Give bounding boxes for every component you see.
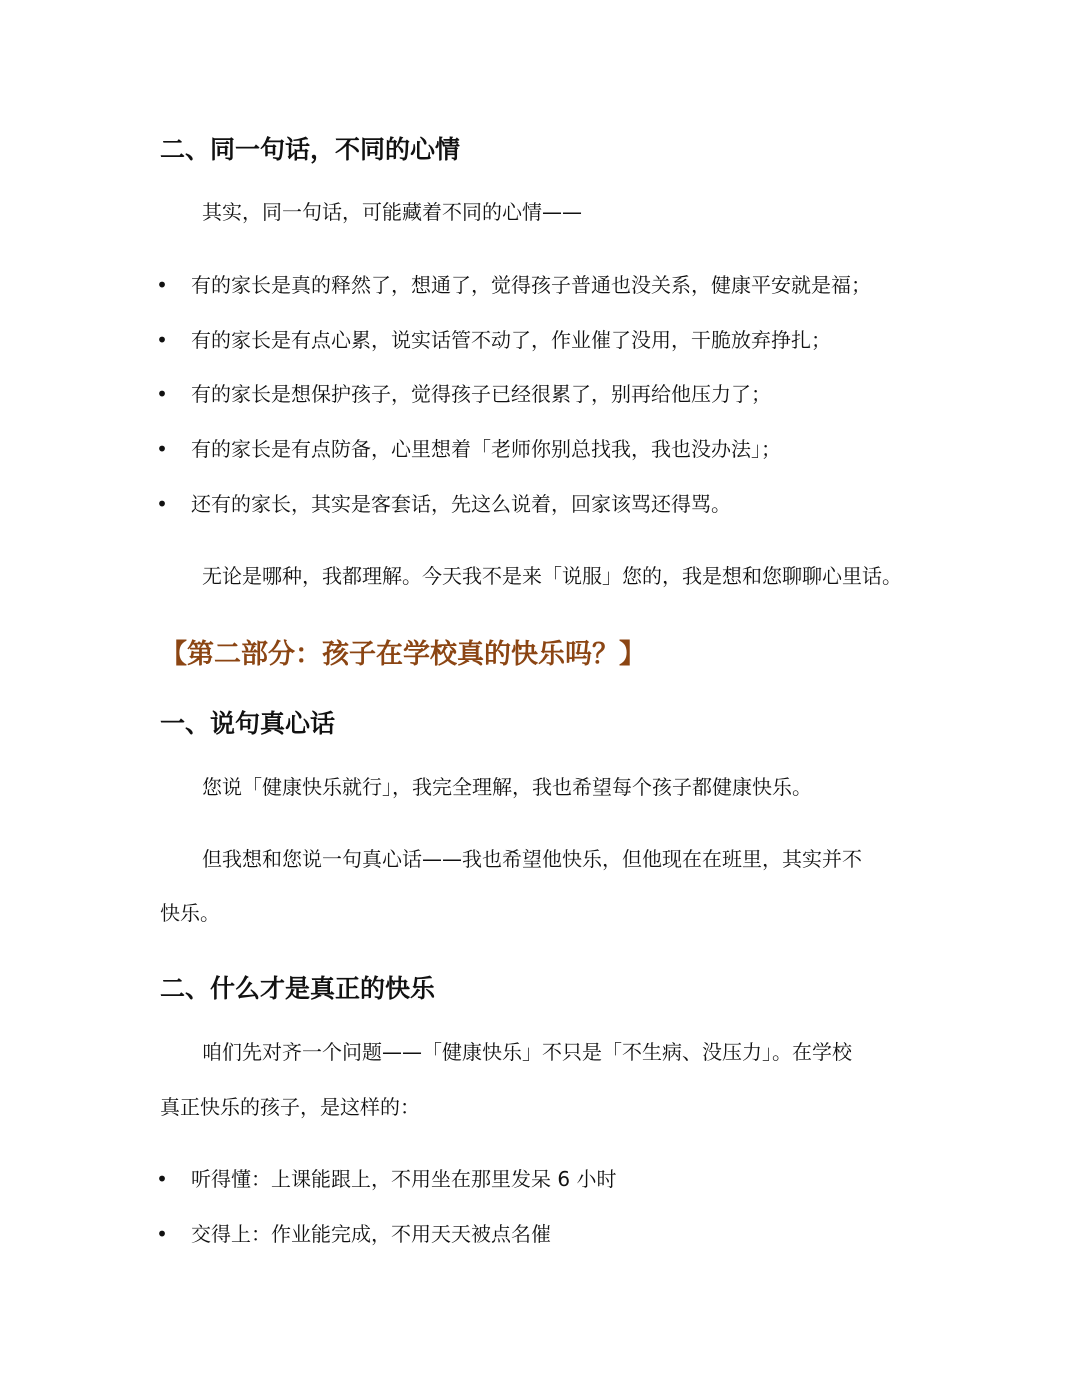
list-item-text: 交得上：作业能完成，不用天天被点名催 xyxy=(191,1222,551,1246)
section-heading-real-happiness: 二、什么才是真正的快乐 xyxy=(160,974,436,1003)
list-item xyxy=(155,434,945,464)
paragraph-line: 其实，同一句话，可能藏着不同的心情—— xyxy=(202,200,582,224)
bullet-icon: • xyxy=(156,1222,168,1246)
list-item-text: 有的家长是想保护孩子，觉得孩子已经很累了，别再给他压力了； xyxy=(191,382,771,406)
paragraph-line: 您说「健康快乐就行」，我完全理解，我也希望每个孩子都健康快乐。 xyxy=(202,775,812,799)
list-item-text: 有的家长是有点防备，心里想着「老师你别总找我，我也没办法」； xyxy=(191,437,781,461)
section-heading-true-words: 一、说句真心话 xyxy=(160,709,336,738)
list-item xyxy=(155,489,945,519)
paragraph-line: 但我想和您说一句真心话——我也希望他快乐，但他现在在班里，其实并不 xyxy=(202,847,862,871)
list-item-text: 有的家长是有点心累，说实话管不动了，作业催了没用，干脆放弃挣扎； xyxy=(191,328,831,352)
list-item-text: 听得懂：上课能跟上，不用坐在那里发呆 6 小时 xyxy=(191,1167,617,1191)
list-item-text: 还有的家长，其实是客套话，先这么说着，回家该骂还得骂。 xyxy=(191,492,731,516)
part-title: 【第二部分：孩子在学校真的快乐吗？】 xyxy=(160,639,646,670)
paragraph-line: 真正快乐的孩子，是这样的： xyxy=(160,1095,420,1119)
list-item xyxy=(155,1164,945,1194)
paragraph-line: 无论是哪种，我都理解。今天我不是来「说服」您的，我是想和您聊聊心里话。 xyxy=(202,564,902,588)
bullet-icon: • xyxy=(156,273,168,297)
bullet-icon: • xyxy=(156,328,168,352)
list-item-text: 有的家长是真的释然了，想通了，觉得孩子普通也没关系，健康平安就是福； xyxy=(191,273,871,297)
bullet-icon: • xyxy=(156,492,168,516)
paragraph xyxy=(160,1038,930,1118)
paragraph xyxy=(160,845,930,925)
bullet-icon: • xyxy=(156,437,168,461)
list-item xyxy=(155,270,945,300)
list-item xyxy=(155,1219,945,1249)
paragraph-line: 咱们先对齐一个问题——「健康快乐」不只是「不生病、没压力」。在学校 xyxy=(202,1040,852,1064)
bullet-icon: • xyxy=(156,382,168,406)
section-heading-same-words: 二、同一句话，不同的心情 xyxy=(160,135,461,164)
paragraph-line: 快乐。 xyxy=(160,901,220,925)
bullet-icon: • xyxy=(156,1167,168,1191)
list-item xyxy=(155,379,945,409)
list-item xyxy=(155,325,945,355)
